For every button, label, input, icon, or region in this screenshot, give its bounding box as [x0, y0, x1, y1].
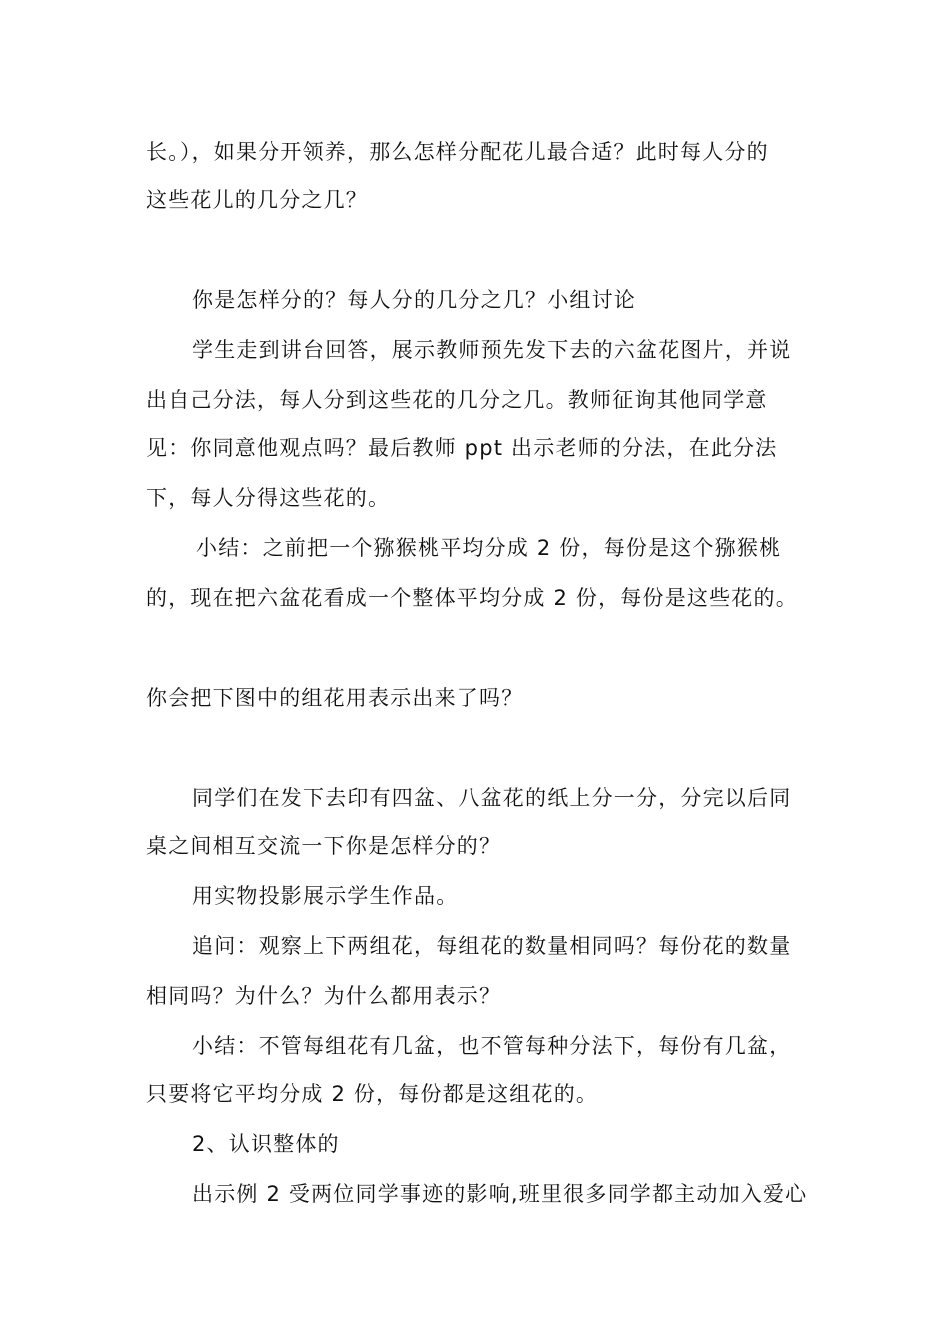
text-line-3: 你是怎样分的？每人分的几分之几？小组讨论 [192, 288, 636, 312]
text-line-14: 追问：观察上下两组花，每组花的数量相同吗？每份花的数量 [192, 934, 792, 958]
text-line-19: 出示例 2 受两位同学事迹的影响,班里很多同学都主动加入爱心 [192, 1182, 808, 1206]
text-line-9: 的，现在把六盆花看成一个整体平均分成 2 份，每份是这些花的。 [146, 586, 798, 610]
text-line-7: 下，每人分得这些花的。 [146, 486, 391, 510]
text-line-4: 学生走到讲台回答，展示教师预先发下去的六盆花图片，并说 [192, 338, 792, 362]
text-line-11: 同学们在发下去印有四盆、八盆花的纸上分一分，分完以后同 [192, 786, 792, 810]
text-line-18: 2、认识整体的 [192, 1132, 340, 1156]
text-line-2: 这些花儿的几分之几？ [146, 188, 368, 212]
text-line-10: 你会把下图中的组花用表示出来了吗？ [146, 686, 524, 710]
text-line-6: 见：你同意他观点吗？最后教师 ppt 出示老师的分法，在此分法 [146, 436, 778, 460]
text-line-15: 相同吗？为什么？为什么都用表示？ [146, 984, 502, 1008]
text-line-5: 出自己分法，每人分到这些花的几分之几。教师征询其他同学意 [146, 388, 768, 412]
text-line-17: 只要将它平均分成 2 份，每份都是这组花的。 [146, 1082, 599, 1106]
text-line-13: 用实物投影展示学生作品。 [192, 884, 459, 908]
text-line-1: 长。），如果分开领养，那么怎样分配花儿最合适？此时每人分的 [146, 140, 769, 164]
text-line-8: 小结：之前把一个猕猴桃平均分成 2 份，每份是这个猕猴桃 [196, 536, 782, 560]
text-line-12: 桌之间相互交流一下你是怎样分的？ [146, 834, 502, 858]
text-line-16: 小结：不管每组花有几盆，也不管每种分法下，每份有几盆， [192, 1034, 792, 1058]
